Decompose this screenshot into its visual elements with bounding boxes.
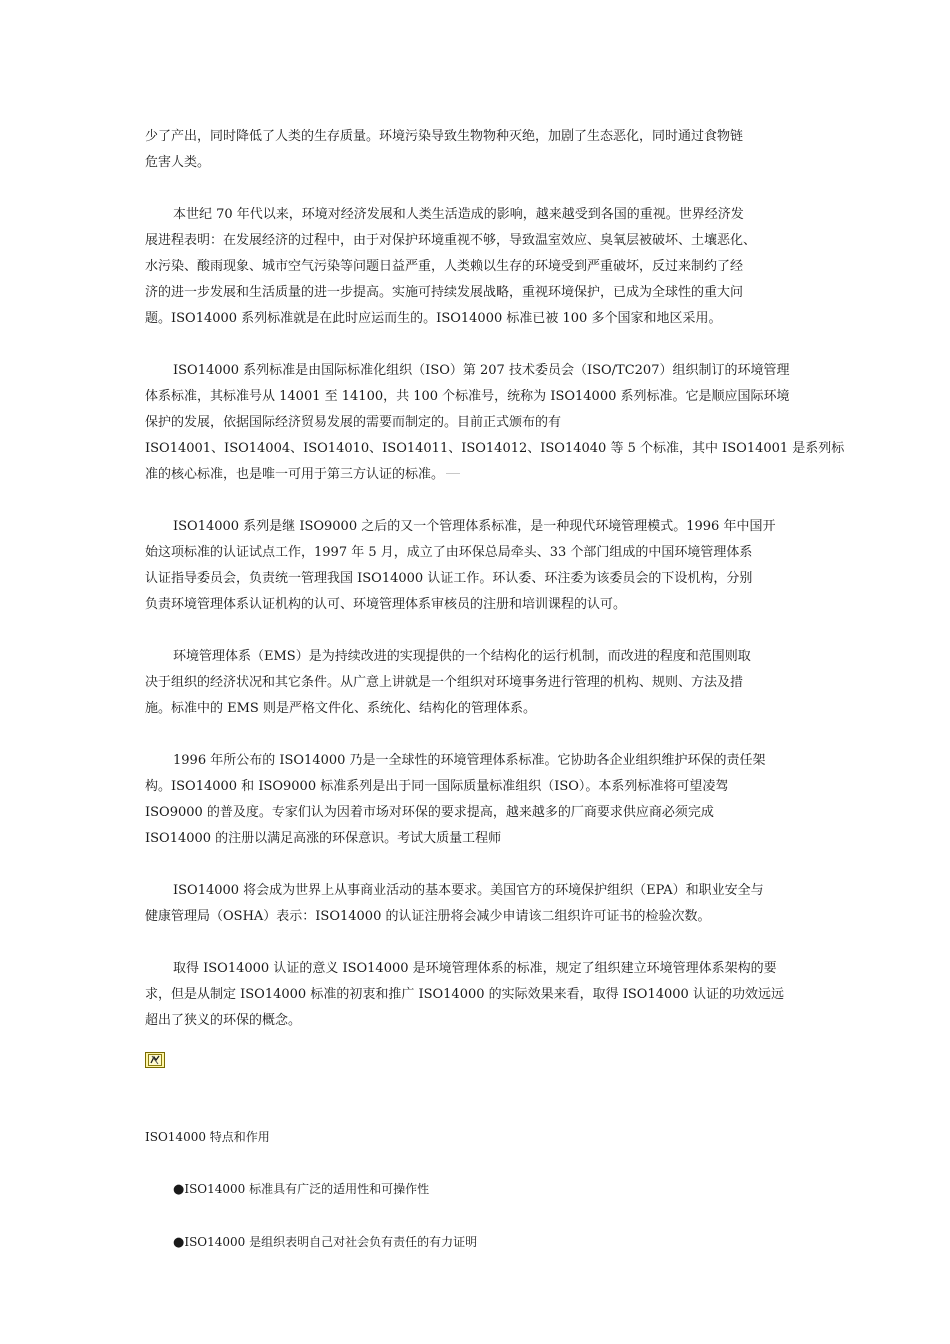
- paragraph-line: 体系标准，其标准号从 14001 至 14100，共 100 个标准号，统称为 ISO14000 系列标准。它是顺应国际环境: [145, 389, 790, 404]
- bullet-item: [145, 1176, 817, 1203]
- paragraph-4: [145, 514, 817, 618]
- paragraph-3: [145, 358, 845, 488]
- paragraph-line: 认证指导委员会，负责统一管理我国 ISO14000 认证工作。环认委、环注委为该委员会的下设机构，分别: [145, 571, 753, 586]
- bullet-item: [145, 1229, 817, 1256]
- bullet-text: ISO14000 是组织表明自己对社会负有责任的有力证明: [184, 1235, 478, 1249]
- paragraph-line: 展进程表明：在发展经济的过程中，由于对保护环境重视不够，导致温室效应、臭氧层被破坏、土壤恶化、: [145, 233, 757, 248]
- paragraph-line: ISO14000 的注册以满足高涨的环保意识。考试大质量工程师: [145, 831, 502, 846]
- paragraph-line: 施。标准中的 EMS 则是严格文件化、系统化、结构化的管理体系。: [145, 701, 536, 716]
- paragraph-line-text: 准的核心标准，也是唯一可用于第三方认证的标准。: [145, 467, 445, 482]
- paragraph-2: [145, 202, 817, 332]
- paragraph-line: 健康管理局（OSHA）表示：ISO14000 的认证注册将会减少申请该二组织许可证书的检验次数。: [145, 909, 711, 924]
- paragraph-line: 少了产出，同时降低了人类的生存质量。环境污染导致生物物种灭绝，加剧了生态恶化，同时通过食物链: [145, 129, 744, 144]
- paragraph-line: ISO14000 系列标准是由国际标准化组织（ISO）第 207 技术委员会（ISO/TC207）组织制订的环境管理: [173, 363, 790, 378]
- broken-image-placeholder-icon: [145, 1052, 165, 1068]
- paragraph-line: ISO9000 的普及度。专家们认为因着市场对环保的要求提高，越来越多的厂商要求供应商必须完成: [145, 805, 714, 820]
- bullet-text: ISO14000 标准具有广泛的适用性和可操作性: [184, 1182, 430, 1196]
- paragraph-line: 题。ISO14000 系列标准就是在此时应运而生的。ISO14000 标准已被 100 多个国家和地区采用。: [145, 311, 722, 326]
- paragraph-line: 取得 ISO14000 认证的意义 ISO14000 是环境管理体系的标准，规定了组织建立环境管理体系架构的要: [173, 961, 777, 976]
- paragraph-line: 保护的发展，依据国际经济贸易发展的需要而制定的。目前正式颁布的有: [145, 415, 562, 430]
- faint-underline-mark: [446, 473, 460, 474]
- paragraph-line-with-marker: [145, 462, 817, 488]
- paragraph-7: [145, 878, 817, 930]
- section-heading: ISO14000 特点和作用: [145, 1130, 270, 1144]
- paragraph-line: ISO14000 系列是继 ISO9000 之后的又一个管理体系标准，是一种现代环境管理模式。1996 年中国开: [173, 519, 776, 534]
- paragraph-line: 构。ISO14000 和 ISO9000 标准系列是出于同一国际质量标准组织（ISO）。本系列标准将可望凌驾: [145, 779, 729, 794]
- paragraph-line: 环境管理体系（EMS）是为持续改进的实现提供的一个结构化的运行机制，而改进的程度和范围则取: [173, 649, 751, 664]
- paragraph-8: [145, 956, 817, 1034]
- paragraph-line: 始这项标准的认证试点工作，1997 年 5 月，成立了由环保总局牵头、33 个部门组成的中国环境管理体系: [145, 545, 753, 560]
- paragraph-line: 超出了狭义的环保的概念。: [145, 1013, 302, 1028]
- paragraph-line: 危害人类。: [145, 155, 211, 170]
- broken-image-icon: [148, 1054, 162, 1066]
- paragraph-line: 决于组织的经济状况和其它条件。从广意上讲就是一个组织对环境事务进行管理的机构、规则、方法及措: [145, 675, 744, 690]
- paragraph-1: [145, 124, 817, 176]
- paragraph-line: ISO14000 将会成为世界上从事商业活动的基本要求。美国官方的环境保护组织（EPA）和职业安全与: [173, 883, 764, 898]
- paragraph-line: 负责环境管理体系认证机构的认可、环境管理体系审核员的注册和培训课程的认可。: [145, 597, 627, 612]
- paragraph-line: 求，但是从制定 ISO14000 标准的初衷和推广 ISO14000 的实际效果来看，取得 ISO14000 认证的功效远远: [145, 987, 784, 1002]
- paragraph-line: 济的进一步发展和生活质量的进一步提高。实施可持续发展战略，重视环境保护，已成为全球性的重大问: [145, 285, 744, 300]
- paragraph-line: 1996 年所公布的 ISO14000 乃是一全球性的环境管理体系标准。它协助各企业组织维护环保的责任架: [173, 753, 766, 768]
- bullet-marker: ●: [173, 1182, 185, 1197]
- paragraph-line: 水污染、酸雨现象、城市空气污染等问题日益严重，人类赖以生存的环境受到严重破坏，反过来制约了经: [145, 259, 744, 274]
- paragraph-6: [145, 748, 817, 852]
- paragraph-line: ISO14001、ISO14004、ISO14010、ISO14011、ISO14012、ISO14040 等 5 个标准，其中 ISO14001 是系列标: [145, 441, 845, 456]
- bullet-marker: ●: [173, 1235, 185, 1250]
- paragraph-5: [145, 644, 817, 722]
- paragraph-line: 本世纪 70 年代以来，环境对经济发展和人类生活造成的影响，越来越受到各国的重视。世界经济发: [173, 207, 744, 222]
- document-body: [145, 124, 845, 1256]
